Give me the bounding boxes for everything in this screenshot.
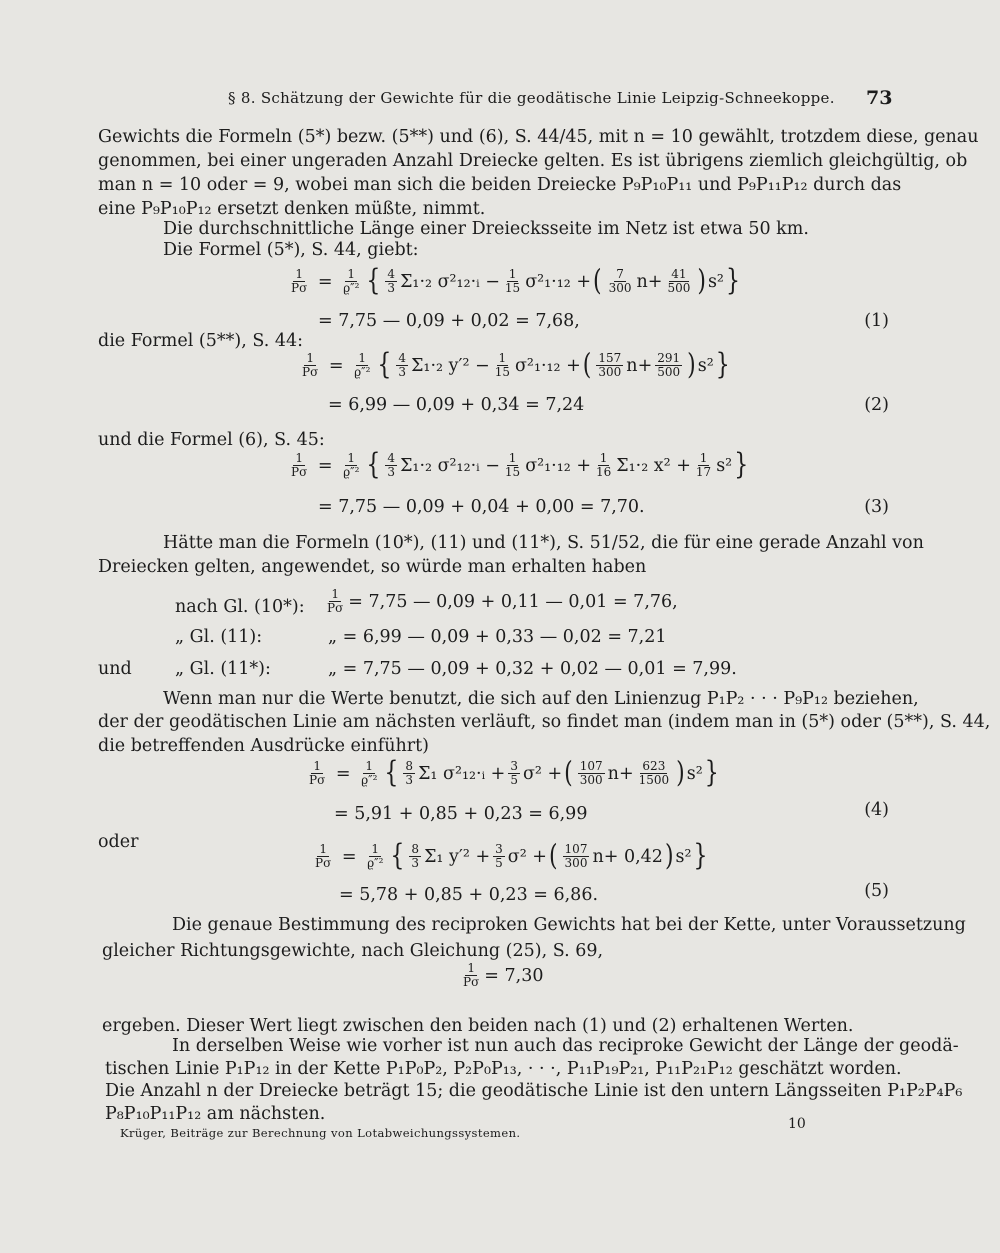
text-line: P₈P₁₀P₁₁P₁₂ am nächsten. <box>105 1104 326 1124</box>
text-line: und die Formel (6), S. 45: <box>98 430 325 450</box>
equation-5: $\frac{1}{P\sigma}$ = $\frac{1}{\text{ϱ″²}}$ { $\frac{8}{3}$ Σ₁ y′² + $\frac{3}{5}$ σ² + ( $\frac{107}{300}$ n + 0,42 ) s² } <box>315 840 708 873</box>
equation-number: (3) <box>864 497 889 517</box>
fraction: $\frac{1}{P\sigma}$ <box>291 267 308 295</box>
equation-result: = 5,78 + 0,85 + 0,23 = 6,86. <box>339 885 599 905</box>
text-line: die Formel (5**), S. 44: <box>98 331 303 351</box>
text-line: gleicher Richtungsgewichte, nach Gleichung (25), S. 69, <box>102 941 604 961</box>
equation-2: $\frac{1}{P\sigma}$ = $\frac{1}{\text{ϱ″²}}$ { $\frac{4}{3}$ Σ₁·₂ y′² − $\frac{1}{15}$ σ²₁·₁₂ + ( $\frac{157}{300}$ n + $\frac{291}{500}$ ) s² } <box>302 349 730 382</box>
equation-result: = 7,75 — 0,09 + 0,02 = 7,68, <box>318 311 580 331</box>
text-line: Die genaue Bestimmung des reciproken Gewichts hat bei der Kette, unter Voraussetzung <box>172 915 966 935</box>
text-line: man n = 10 oder = 9, wobei man sich die beiden Dreiecke P₉P₁₀P₁₁ und P₉P₁₁P₁₂ durch das <box>98 175 902 195</box>
text-line: Die durchschnittliche Länge einer Dreiecksseite im Netz ist etwa 50 km. <box>163 219 809 239</box>
equation-4: $\frac{1}{P\sigma}$ = $\frac{1}{\text{ϱ″²}}$ { $\frac{8}{3}$ Σ₁ σ²₁₂·ᵢ + $\frac{3}{5}$ σ² + ( $\frac{107}{300}$ n + $\frac{623}{1500}$ ) s² } <box>309 757 719 790</box>
text-line: und <box>98 659 132 679</box>
text-line: Die Anzahl n der Dreiecke beträgt 15; die geodätische Linie ist den untern Längsseiten P₁P₂P₄P₆ <box>105 1081 963 1101</box>
text-line: Gewichts die Formeln (5*) bezw. (5**) und (6), S. 44/45, mit n = 10 gewählt, trotzdem diese, genau <box>98 127 979 147</box>
text-line: In derselben Weise wie vorher ist nun auch das reciproke Gewicht der Länge der geodä- <box>172 1036 959 1056</box>
equation-result: = 7,75 — 0,09 + 0,04 + 0,00 = 7,70. <box>318 497 645 517</box>
equation-number: (2) <box>864 395 889 415</box>
text-line: tischen Linie P₁P₁₂ in der Kette P₁P₀P₂, P₂P₀P₁₃, · · ·, P₁₁P₁₉P₂₁, P₁₁P₂₁P₁₂ geschätzt worden. <box>105 1059 902 1079</box>
equation-result: = 6,99 — 0,09 + 0,34 = 7,24 <box>328 395 585 415</box>
equation-alt-1: $\frac{1}{P\sigma}$ = 7,75 — 0,09 + 0,11 — 0,01 = 7,76, <box>327 587 678 615</box>
equation-number: (1) <box>864 311 889 331</box>
text-line: genommen, bei einer ungeraden Anzahl Dreiecke gelten. Es ist übrigens ziemlich gleichgültig, ob <box>98 151 968 171</box>
text-line: „ Gl. (11): <box>175 627 263 647</box>
text-line: oder <box>98 832 139 852</box>
text-line: ergeben. Dieser Wert liegt zwischen den beiden nach (1) und (2) erhaltenen Werten. <box>102 1016 854 1036</box>
text-line: eine P₉P₁₀P₁₂ ersetzt denken müßte, nimmt. <box>98 199 486 219</box>
text-line: Hätte man die Formeln (10*), (11) und (11*), S. 51/52, die für eine gerade Anzahl von <box>163 533 924 553</box>
equation-result: = 5,91 + 0,85 + 0,23 = 6,99 <box>334 804 588 824</box>
equation-6: $\frac{1}{P\sigma}$ = 7,30 <box>463 961 544 989</box>
equation-result: „ = 6,99 — 0,09 + 0,33 — 0,02 = 7,21 <box>328 627 667 647</box>
text-line: nach Gl. (10*): <box>175 597 305 617</box>
text-line: Die Formel (5*), S. 44, giebt: <box>163 240 419 260</box>
text-line: „ Gl. (11*): <box>175 659 271 679</box>
equation-number: (5) <box>864 881 889 901</box>
equation-1: $\frac{1}{P\sigma}$ = $\frac{1}{\text{ϱ″²}}$ { $\frac{4}{3}$ Σ₁·₂ σ²₁₂·ᵢ − $\frac{1}{15}$ σ²₁·₁₂ + ( $\frac{7}{300}$ n + $\frac{41}{500}$ ) s² } <box>291 265 740 298</box>
equation-result: „ = 7,75 — 0,09 + 0,32 + 0,02 — 0,01 = 7,99. <box>328 659 737 679</box>
text-line: Dreiecken gelten, angewendet, so würde man erhalten haben <box>98 557 647 577</box>
text-line: Wenn man nur die Werte benutzt, die sich auf den Linienzug P₁P₂ · · · P₉P₁₂ beziehen, <box>163 689 919 709</box>
page-number: 73 <box>866 87 893 109</box>
text-line: der der geodätischen Linie am nächsten verläuft, so findet man (indem man in (5*) oder (5**), S. 44, <box>98 712 991 732</box>
footer-source: Krüger, Beiträge zur Berechnung von Lotabweichungssystemen. <box>120 1126 521 1140</box>
text-line: die betreffenden Ausdrücke einführt) <box>98 736 430 756</box>
running-header: § 8. Schätzung der Gewichte für die geodätische Linie Leipzig-Schneekoppe. <box>228 89 835 107</box>
equation-3: $\frac{1}{P\sigma}$ = $\frac{1}{\text{ϱ″²}}$ { $\frac{4}{3}$ Σ₁·₂ σ²₁₂·ᵢ − $\frac{1}{15}$ σ²₁·₁₂ + $\frac{1}{16}$ Σ₁·₂ x² + $\frac{1}{17}$ s² } <box>291 449 749 482</box>
signature-mark: 10 <box>788 1116 806 1132</box>
equation-number: (4) <box>864 800 889 820</box>
